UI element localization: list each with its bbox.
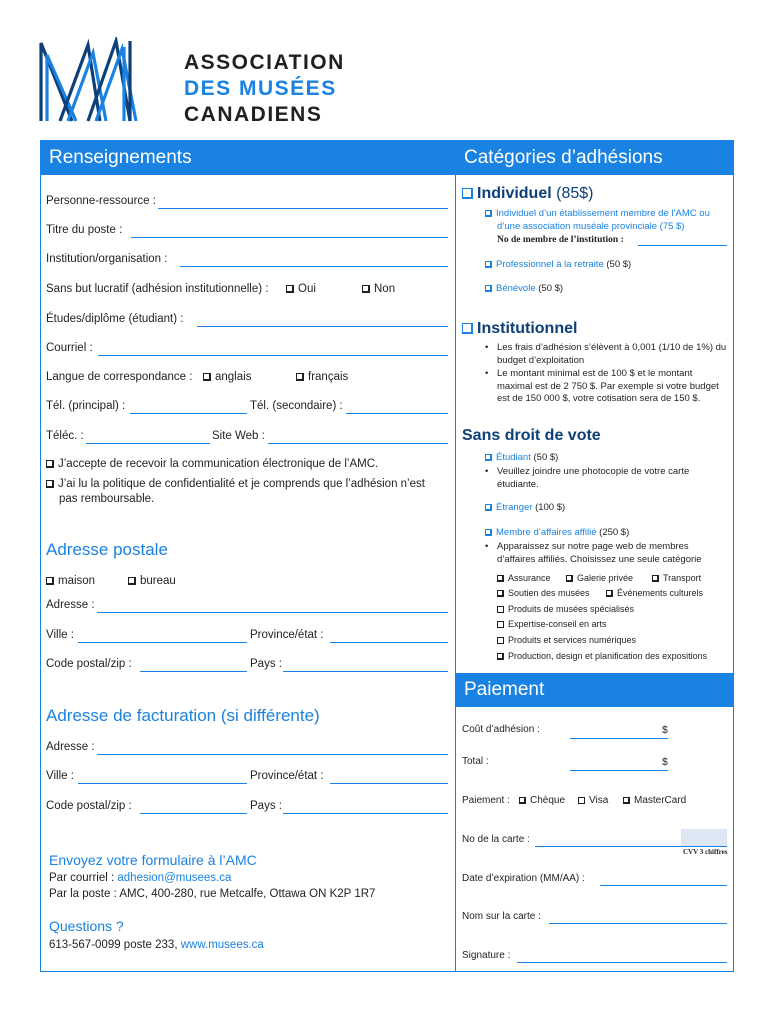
billing-country-field[interactable] xyxy=(283,813,448,814)
billing-code-field[interactable] xyxy=(140,813,247,814)
questions-line xyxy=(49,939,264,951)
cat-gallery-label: Galerie privée xyxy=(577,573,634,583)
expiry-field[interactable] xyxy=(600,885,727,886)
individual-member-text-1: Individuel d’un établissement membre de l’AMC ou xyxy=(496,208,710,219)
billing-city-field[interactable] xyxy=(78,783,247,784)
nonprofit-no[interactable] xyxy=(362,283,395,295)
institution-field[interactable] xyxy=(180,266,448,267)
consent-electronic-text: J’accepte de recevoir la communication électronique de l’AMC. xyxy=(58,458,379,470)
cost-dollar: $ xyxy=(662,724,668,736)
cost-label: Coût d’adhésion : xyxy=(462,724,540,735)
billing-province-field[interactable] xyxy=(330,783,448,784)
job-title-field[interactable] xyxy=(131,237,448,238)
checkbox-icon xyxy=(497,606,504,613)
postal-title: Adresse postale xyxy=(46,540,168,559)
checkbox-icon xyxy=(296,373,304,381)
checkbox-icon xyxy=(497,575,504,582)
language-english[interactable] xyxy=(203,371,251,383)
logo-line-3: CANADIENS xyxy=(184,103,323,126)
billing-country-label: Pays : xyxy=(250,800,282,812)
yes-label: Oui xyxy=(298,283,316,295)
postal-city-label: Ville : xyxy=(46,629,74,641)
billing-province-label: Province/état : xyxy=(250,770,324,782)
volunteer-option[interactable] xyxy=(485,283,563,294)
website-field[interactable] xyxy=(268,443,448,444)
payment-header: Paiement xyxy=(456,673,733,707)
english-label: anglais xyxy=(215,371,252,383)
office-label: bureau xyxy=(140,575,176,587)
cat-insurance-label: Assurance xyxy=(508,573,551,583)
tel-main-label: Tél. (principal) : xyxy=(46,400,126,412)
card-name-field[interactable] xyxy=(549,923,727,924)
member-no-label: No de membre de l’institution : xyxy=(497,235,624,245)
checkbox-icon xyxy=(497,637,504,644)
institutional-title: Institutionnel xyxy=(477,320,578,337)
institutional-bullet-2: • Le montant minimal est de 100 $ et le montant maximal est de 2 750 $. Par exemple si votre budget est de 150 000 $, votre cotisation sera de 150 $. xyxy=(497,368,719,406)
french-label: français xyxy=(308,371,349,383)
checkbox-icon xyxy=(578,797,585,804)
card-no-field[interactable] xyxy=(535,846,681,847)
cat-products[interactable] xyxy=(497,604,634,614)
retired-option[interactable] xyxy=(485,259,631,270)
fax-label: Téléc. : xyxy=(46,430,84,442)
postal-city-field[interactable] xyxy=(78,642,247,643)
cat-production-label: Production, design et planification des expositions xyxy=(508,651,708,661)
categories-header: Catégories d’adhésions xyxy=(456,141,733,175)
email-field[interactable] xyxy=(98,355,448,356)
no-label: Non xyxy=(374,283,396,295)
tel-main-field[interactable] xyxy=(130,413,247,414)
expiry-label: Date d’expiration (MM/AA) : xyxy=(462,873,585,884)
postal-country-field[interactable] xyxy=(283,671,448,672)
checkbox-icon xyxy=(485,261,492,268)
checkbox-icon xyxy=(46,480,54,488)
cat-transport-label: Transport xyxy=(663,573,702,583)
affiliate-price: (250 $) xyxy=(599,527,630,538)
tel-second-label: Tél. (secondaire) : xyxy=(250,400,343,412)
consent-privacy-text: J’ai lu la politique de confidentialité et je comprends que l’adhésion n’est xyxy=(58,478,425,490)
postal-address-field[interactable] xyxy=(97,612,448,613)
postal-province-field[interactable] xyxy=(330,642,448,643)
cat-gallery[interactable] xyxy=(566,573,633,583)
signature-field[interactable] xyxy=(517,962,727,963)
questions-web-link[interactable]: www.musees.ca xyxy=(180,939,264,951)
total-field[interactable] xyxy=(570,770,668,771)
cat-digital[interactable] xyxy=(497,635,636,645)
foreign-price: (100 $) xyxy=(535,502,566,513)
student-price: (50 $) xyxy=(533,452,559,463)
email-label: Courriel : xyxy=(46,342,93,354)
checkbox-icon xyxy=(652,575,659,582)
mastercard-label: MasterCard xyxy=(634,795,687,806)
volunteer-price: (50 $) xyxy=(538,283,564,294)
studies-label: Études/diplôme (étudiant) : xyxy=(46,313,184,325)
individual-price: (85$) xyxy=(556,185,594,202)
checkbox-icon xyxy=(623,797,630,804)
payment-method-label: Paiement : xyxy=(462,795,510,806)
individual-member-text-2: d’une association muséale provinciale (75 $) xyxy=(497,221,685,232)
checkbox-icon xyxy=(485,454,492,461)
questions-phone: 613-567-0099 poste 233, xyxy=(49,939,181,951)
logo-line-2: DES MUSÉES xyxy=(184,77,337,100)
retired-label: Professionnel à la retraite xyxy=(496,259,604,270)
affiliate-bullet: • Apparaissez sur notre page web de membres d’affaires affiliés. Choisissez une seule catégorie xyxy=(497,541,702,566)
send-email-label: Par courriel : xyxy=(49,872,118,884)
student-label: Étudiant xyxy=(496,452,531,463)
cat-products-label: Produits de musées spécialisés xyxy=(508,604,635,614)
cheque-label: Chèque xyxy=(530,795,566,806)
studies-field[interactable] xyxy=(197,326,448,327)
language-text: Langue de correspondance : xyxy=(46,371,193,383)
questions-title: Questions ? xyxy=(49,918,124,934)
affiliate-option[interactable] xyxy=(485,527,629,538)
logo xyxy=(38,37,345,127)
institution-label: Institution/organisation : xyxy=(46,253,168,265)
cat-digital-label: Produits et services numériques xyxy=(508,635,637,645)
checkbox-icon xyxy=(46,460,54,468)
cvv-label: CVV 3 chiffres xyxy=(683,848,728,856)
checkbox-icon xyxy=(203,373,211,381)
checkbox-icon xyxy=(566,575,573,582)
consent-privacy-cont: pas remboursable. xyxy=(59,493,155,505)
checkbox-icon xyxy=(497,653,504,660)
checkbox-icon xyxy=(519,797,526,804)
send-email-line xyxy=(49,872,231,884)
cat-transport[interactable] xyxy=(652,573,701,583)
checkbox-icon xyxy=(362,285,370,293)
checkbox-icon xyxy=(128,577,136,585)
nonvoting-heading: Sans droit de vote xyxy=(462,427,601,444)
cat-expertise-label: Expertise-conseil en arts xyxy=(508,619,607,629)
cvv-field[interactable] xyxy=(681,829,727,847)
checkbox-icon xyxy=(485,504,492,511)
checkbox-icon xyxy=(497,621,504,628)
send-post-line: Par la poste : AMC, 400-280, rue Metcalfe, Ottawa ON K2P 1R7 xyxy=(49,888,376,900)
fax-field[interactable] xyxy=(86,443,210,444)
foreign-option[interactable] xyxy=(485,502,565,513)
checkbox-icon xyxy=(286,285,294,293)
tel-second-field[interactable] xyxy=(346,413,448,414)
postal-address-label: Adresse : xyxy=(46,599,95,611)
visa-label: Visa xyxy=(589,795,609,806)
postal-office[interactable] xyxy=(128,575,176,587)
cat-museum-support-label: Soutien des musées xyxy=(508,588,590,598)
pay-visa[interactable] xyxy=(578,795,608,806)
cat-insurance[interactable] xyxy=(497,573,551,583)
card-name-label: Nom sur la carte : xyxy=(462,911,541,922)
postal-province-label: Province/état : xyxy=(250,629,324,641)
billing-city-label: Ville : xyxy=(46,770,74,782)
contact-label: Personne-ressource : xyxy=(46,195,156,207)
pay-cheque[interactable] xyxy=(519,795,565,806)
logo-line-1: ASSOCIATION xyxy=(184,51,345,74)
billing-address-field[interactable] xyxy=(97,754,448,755)
billing-address-label: Adresse : xyxy=(46,741,95,753)
billing-code-label: Code postal/zip : xyxy=(46,800,132,812)
contact-field[interactable] xyxy=(158,208,448,209)
checkbox-icon xyxy=(485,285,492,292)
retired-price: (50 $) xyxy=(606,259,632,270)
billing-title: Adresse de facturation (si différente) xyxy=(46,706,320,725)
language-french[interactable] xyxy=(296,371,348,383)
nonprofit-label: Sans but lucratif (adhésion institutionnelle) : xyxy=(46,283,269,295)
website-label: Site Web : xyxy=(212,430,265,442)
postal-country-label: Pays : xyxy=(250,658,282,670)
cat-production[interactable] xyxy=(497,651,707,661)
job-title-label: Titre du poste : xyxy=(46,224,123,236)
checkbox-icon xyxy=(606,590,613,597)
checkbox-icon xyxy=(462,323,473,334)
send-title: Envoyez votre formulaire à l’AMC xyxy=(49,852,257,868)
individual-title: Individuel xyxy=(477,185,552,202)
total-label: Total : xyxy=(462,756,489,767)
checkbox-icon xyxy=(497,590,504,597)
consent-privacy[interactable] xyxy=(46,478,425,490)
affiliate-label: Membre d’affaires affilié xyxy=(496,527,597,538)
amc-logo-icon xyxy=(38,37,168,123)
individual-member-option[interactable] xyxy=(485,208,710,221)
renseignements-header: Renseignements xyxy=(41,141,455,175)
cat-events[interactable] xyxy=(606,588,703,598)
checkbox-icon xyxy=(485,210,492,217)
volunteer-label: Bénévole xyxy=(496,283,536,294)
consent-electronic[interactable] xyxy=(46,458,378,470)
institutional-bullet-1: • Les frais d’adhésion s’élèvent à 0,001 (1/10 de 1%) du budget d’exploitation xyxy=(497,342,726,367)
cat-events-label: Événements culturels xyxy=(617,588,704,598)
student-bullet: • Veuillez joindre une photocopie de votre carte étudiante. xyxy=(497,466,689,491)
foreign-label: Étranger xyxy=(496,502,533,513)
student-option[interactable] xyxy=(485,452,558,463)
checkbox-icon xyxy=(46,577,54,585)
checkbox-icon xyxy=(462,188,473,199)
institutional-heading[interactable] xyxy=(462,320,577,338)
signature-label: Signature : xyxy=(462,950,511,961)
postal-code-label: Code postal/zip : xyxy=(46,658,132,670)
card-no-label: No de la carte : xyxy=(462,834,530,845)
postal-home[interactable] xyxy=(46,575,95,587)
member-no-field[interactable] xyxy=(638,245,727,246)
total-dollar: $ xyxy=(662,756,668,768)
nonprofit-yes[interactable] xyxy=(286,283,316,295)
send-email-link[interactable]: adhesion@musees.ca xyxy=(117,872,232,884)
home-label: maison xyxy=(58,575,96,587)
cat-expertise[interactable] xyxy=(497,619,607,629)
cat-museum-support[interactable] xyxy=(497,588,590,598)
cost-field[interactable] xyxy=(570,738,668,739)
individual-heading[interactable] xyxy=(462,185,593,203)
postal-code-field[interactable] xyxy=(140,671,247,672)
checkbox-icon xyxy=(485,529,492,536)
pay-mastercard[interactable] xyxy=(623,795,686,806)
language-label xyxy=(46,371,192,383)
